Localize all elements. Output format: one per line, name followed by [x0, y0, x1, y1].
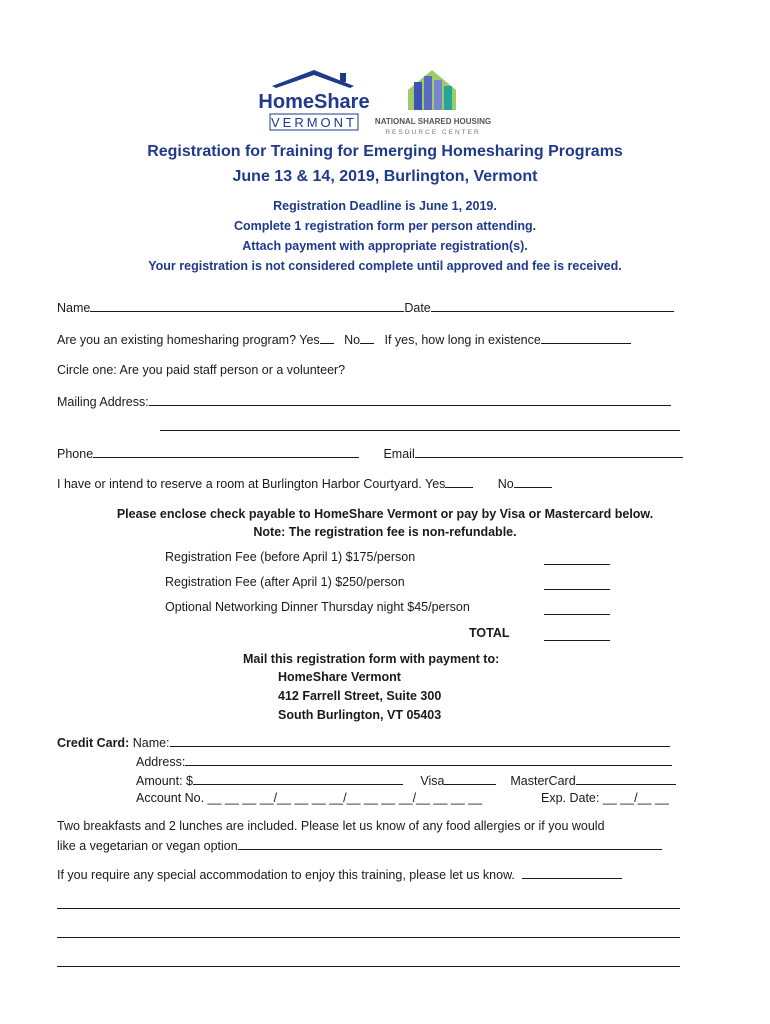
- mail-heading: Mail this registration form with payment to:: [243, 652, 500, 666]
- email-label: Email: [383, 447, 415, 461]
- cc-amount-row: [136, 772, 676, 788]
- visa-label: Visa: [420, 774, 445, 788]
- circle-one-row[interactable]: Circle one: Are you paid staff person or a volunteer?: [57, 363, 346, 377]
- total-label: TOTAL: [469, 626, 510, 640]
- cc-amount-field[interactable]: [193, 772, 403, 785]
- fee-after-april: Registration Fee (after April 1) $250/person: [165, 575, 405, 589]
- cc-address-label: Address:: [136, 755, 186, 769]
- accommodation-field-1[interactable]: [522, 866, 622, 879]
- cc-name-label: Name:: [132, 736, 170, 750]
- reserve-no-field[interactable]: [514, 475, 552, 488]
- mail-org: HomeShare Vermont: [278, 670, 401, 684]
- svg-text:HomeShare: HomeShare: [258, 91, 370, 113]
- non-refundable-note: Note: The registration fee is non-refundable.: [253, 525, 517, 539]
- accommodation-field-2[interactable]: [57, 908, 680, 909]
- payment-instructions: Please enclose check payable to HomeShare Vermont or pay by Visa or Mastercard below.: [116, 507, 654, 521]
- page-title: Registration for Training for Emerging Homesharing Programs: [147, 143, 623, 160]
- fee-networking-dinner: Optional Networking Dinner Thursday night $45/person: [165, 600, 470, 614]
- email-field[interactable]: [415, 445, 683, 458]
- homeshare-vermont-logo: [258, 66, 370, 134]
- existing-program-row: [57, 331, 631, 347]
- name-label: Name: [57, 301, 91, 315]
- mailing-address-field-2[interactable]: [160, 430, 680, 431]
- mail-city: South Burlington, VT 05403: [278, 708, 442, 722]
- fee-after-april-field[interactable]: [544, 589, 610, 590]
- fee-before-april-field[interactable]: [544, 564, 610, 565]
- svg-text:RESOURCE CENTER: RESOURCE CENTER: [385, 129, 481, 136]
- cc-exp-date[interactable]: Exp. Date: __ __/__ __: [541, 791, 669, 805]
- name-date-row: [57, 299, 674, 315]
- existing-yes-field[interactable]: [320, 331, 334, 344]
- how-long-field[interactable]: [541, 331, 631, 344]
- accommodation-question: If you require any special accommodation to enjoy this training, please let us know.: [57, 868, 515, 882]
- cc-account-row: [136, 791, 482, 805]
- credit-card-label: Credit Card:: [57, 736, 130, 750]
- mastercard-field[interactable]: [576, 772, 676, 785]
- cc-address-row: [136, 753, 672, 769]
- event-date-location: June 13 & 14, 2019, Burlington, Vermont: [232, 168, 538, 185]
- existing-no-field[interactable]: [360, 331, 374, 344]
- how-long-label: If yes, how long in existence: [384, 333, 541, 347]
- mailing-address-row: [57, 393, 671, 409]
- dietary-field[interactable]: [238, 837, 662, 850]
- accommodation-field-4[interactable]: [57, 966, 680, 967]
- mastercard-label: MasterCard: [510, 774, 576, 788]
- deadline-line-3: Attach payment with appropriate registration(s).: [242, 239, 528, 253]
- reserve-no-label: No: [497, 477, 514, 491]
- phone-field[interactable]: [93, 445, 359, 458]
- accommodation-field-3[interactable]: [57, 937, 680, 938]
- visa-field[interactable]: [444, 772, 496, 785]
- fee-networking-dinner-field[interactable]: [544, 614, 610, 615]
- date-field[interactable]: [431, 299, 674, 312]
- cc-name-field[interactable]: [170, 734, 670, 747]
- reserve-room-row: [57, 475, 552, 491]
- cc-address-field[interactable]: [185, 753, 672, 766]
- deadline-line-1: Registration Deadline is June 1, 2019.: [273, 199, 497, 213]
- fee-before-april: Registration Fee (before April 1) $175/person: [165, 550, 416, 564]
- mailing-address-field-1[interactable]: [149, 393, 671, 406]
- svg-text:VERMONT: VERMONT: [271, 115, 357, 130]
- reserve-room-question: I have or intend to reserve a room at Burlington Harbor Courtyard. Yes: [57, 477, 446, 491]
- existing-program-question: Are you an existing homesharing program? Yes: [57, 333, 320, 347]
- meals-line-1: Two breakfasts and 2 lunches are included. Please let us know of any food allergies or if you would: [57, 819, 605, 833]
- phone-label: Phone: [57, 447, 94, 461]
- name-field[interactable]: [90, 299, 404, 312]
- svg-text:NATIONAL SHARED HOUSING: NATIONAL SHARED HOUSING: [374, 117, 492, 126]
- phone-email-row: [57, 445, 683, 461]
- total-field[interactable]: [544, 640, 610, 641]
- cc-amount-label: Amount: $: [136, 774, 193, 788]
- reserve-yes-field[interactable]: [445, 475, 473, 488]
- accommodation-row: [57, 866, 622, 882]
- mail-street: 412 Farrell Street, Suite 300: [278, 689, 442, 703]
- nshrc-logo: [372, 62, 494, 138]
- meals-line-2: like a vegetarian or vegan option: [57, 839, 238, 853]
- deadline-line-4: Your registration is not considered complete until approved and fee is received.: [148, 259, 622, 273]
- existing-no-label: No: [344, 333, 361, 347]
- mailing-address-label: Mailing Address:: [57, 395, 149, 409]
- deadline-line-2: Complete 1 registration form per person attending.: [233, 219, 537, 233]
- credit-card-name-row: [57, 734, 670, 750]
- date-label: Date: [404, 301, 431, 315]
- meals-line-2-row: [57, 837, 662, 853]
- cc-account-number[interactable]: Account No. __ __ __ __/__ __ __ __/__ __ __ __/__ __ __ __: [136, 791, 483, 805]
